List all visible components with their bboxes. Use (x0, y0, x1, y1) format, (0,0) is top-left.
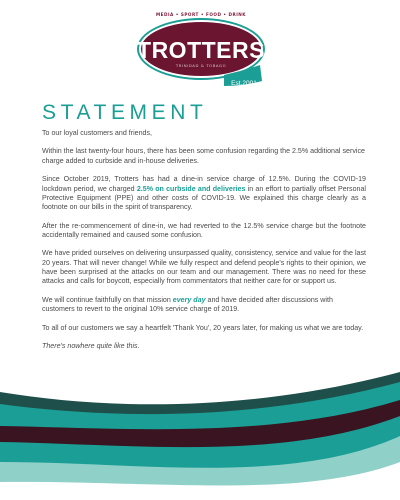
logo-tagline: MEDIA • SPORT • FOOD • DRINK (155, 12, 247, 17)
emphasis-every-day: every day (172, 295, 206, 304)
paragraph-mission (42, 296, 366, 315)
highlight-charge: 2.5% on curbside and deliveries (136, 184, 246, 193)
logo-subline: TRINIDAD & TOBAGO (175, 63, 227, 68)
logo-established: Est.2001 (231, 80, 257, 87)
paragraph-text: We will continue faithfully on that mission (42, 295, 173, 304)
paragraph-values: We have prided ourselves on delivering unsurpassed quality, consistency, service and value for the last 20 years. That will never change! While we fully respect and defend people's rights to their opinion, we have been surprised at the attacks on our team and our management. There was no need for these attacks and calls for boycott, especially from commentators that neither care for or support us. (42, 249, 366, 286)
closing-line: There's nowhere quite like this. (42, 342, 140, 351)
logo-name: TROTTERS (137, 37, 265, 63)
trotters-logo (132, 9, 270, 85)
paragraph-recommencement: After the re-commencement of dine-in, we had reverted to the 12.5% service charge but the footnote accidentally remained and caused some confusion. (42, 221, 366, 239)
decorative-wave (0, 370, 400, 500)
statement-body (42, 129, 366, 361)
paragraph-text: and have decided after discussions with customers to revert to the original 10% service charge of 2019. (42, 295, 333, 314)
paragraph-text: in an effort to partially offset Personal Protective Equipment (PPE) and other costs of COVID-19. We explained this charge clearly as a footnote on our bills in the spirit of transparency. (42, 184, 366, 212)
statement-title: STATEMENT (42, 101, 208, 124)
paragraph-thank-you: To all of our customers we say a heartfelt 'Thank You', 20 years later, for making us what we are today. (42, 323, 364, 332)
paragraph-charge-history (42, 175, 366, 212)
paragraph-confusion: Within the last twenty-four hours, there has been some confusion regarding the 2.5% additional service charge added to curbside and in-house deliveries. (42, 147, 365, 165)
paragraph-text: Since October 2019, Trotters has had a dine-in service charge of 12.5%. During the COVID-19 lockdown period, we charged (42, 175, 366, 193)
greeting: To our loyal customers and friends, (42, 129, 153, 137)
